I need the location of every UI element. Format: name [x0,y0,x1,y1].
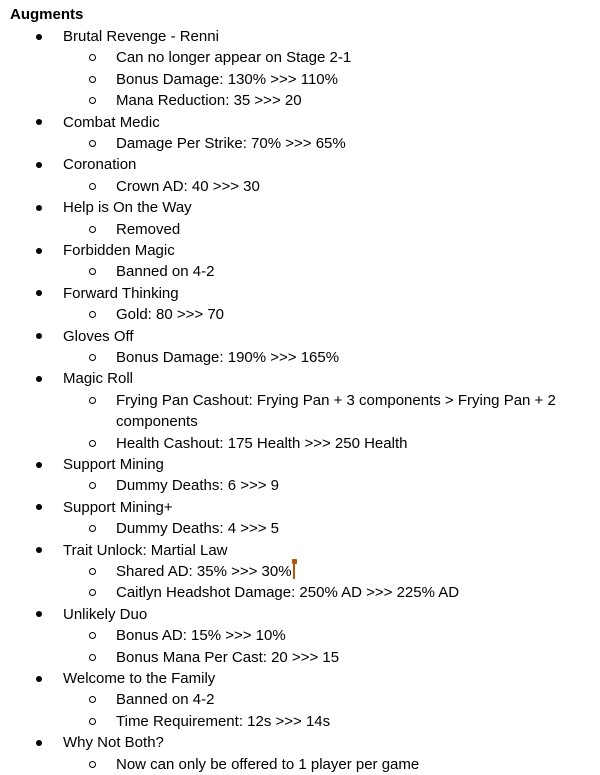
augment-change-text[interactable]: Bonus Damage: 190% >>> 165% [116,348,340,366]
augment-change-item [0,625,600,646]
augment-change-list [0,390,600,454]
augment-change-item [0,304,600,325]
augment-change-text[interactable]: Dummy Deaths: 4 >>> 5 [116,520,279,538]
augment-change-list [0,561,600,604]
augment-item-line [0,26,600,47]
bullet-circle-icon [89,696,96,703]
augment-change-text[interactable]: Bonus AD: 15% >>> 10% [116,627,286,645]
augment-name[interactable]: Coronation [63,156,137,174]
augment-change-item [0,711,600,732]
augment-change-item [0,133,600,154]
bullet-circle-icon [89,761,96,768]
augment-change-list [0,475,600,496]
augment-item-line [0,732,600,753]
augment-change-list [0,518,600,539]
bullet-circle-icon [89,397,96,404]
bullet-circle-icon [89,140,96,147]
augment-name[interactable]: Support Mining [63,456,164,473]
augment-change-list [0,261,600,282]
augment-change-item [0,647,600,668]
bullet-circle-icon [89,354,96,361]
augment-item [0,732,600,775]
augment-change-item [0,689,600,710]
augment-name[interactable]: Trait Unlock: Martial Law [63,541,228,559]
bullet-disc-icon [36,162,42,168]
augment-change-item [0,390,600,433]
bullet-circle-icon [89,183,96,190]
augment-item [0,240,600,283]
augment-item-line [0,368,600,389]
augment-change-text[interactable]: Now can only be offered to 1 player per game [116,755,420,773]
augment-change-item [0,754,600,775]
augment-name[interactable]: Unlikely Duo [63,605,148,623]
bullet-circle-icon [89,654,96,661]
bullet-disc-icon [36,34,42,40]
augment-item [0,497,600,540]
augment-name[interactable]: Welcome to the Family [63,670,216,687]
bullet-disc-icon [36,290,42,296]
augment-change-text[interactable]: Banned on 4-2 [116,691,215,709]
augment-name[interactable]: Brutal Revenge - Renni [63,28,219,45]
bullet-circle-icon [89,97,96,104]
augment-item [0,326,600,369]
augment-change-text[interactable]: Frying Pan Cashout: Frying Pan + 3 components > Frying Pan + 2 components [116,391,556,431]
augment-change-list [0,754,600,775]
bullet-disc-icon [36,676,42,682]
augment-change-text[interactable]: Removed [116,220,181,238]
augment-name[interactable]: Support Mining+ [63,498,173,516]
augment-change-item [0,518,600,539]
augment-change-text[interactable]: Health Cashout: 175 Health >>> 250 Health [116,434,408,452]
bullet-circle-icon [89,440,96,447]
augment-item [0,540,600,604]
augment-change-item [0,261,600,282]
augment-change-item [0,475,600,496]
augment-change-text[interactable]: Time Requirement: 12s >>> 14s [116,712,331,730]
bullet-circle-icon [89,589,96,596]
augment-item-line [0,454,600,475]
augment-item [0,668,600,732]
augment-change-list [0,219,600,240]
augment-change-list [0,625,600,668]
augment-item-line [0,604,600,625]
augment-change-item [0,176,600,197]
augment-item-line [0,540,600,561]
bullet-disc-icon [36,333,42,339]
augment-item-line [0,668,600,689]
augment-change-list [0,689,600,732]
bullet-circle-icon [89,311,96,318]
augment-change-item [0,219,600,240]
augment-item [0,454,600,497]
augment-item-line [0,240,600,261]
augment-item-line [0,197,600,218]
bullet-disc-icon [36,462,42,468]
augment-change-item [0,347,600,368]
augment-item [0,154,600,197]
bullet-disc-icon [36,504,42,510]
augment-item-line [0,283,600,304]
bullet-circle-icon [89,226,96,233]
augment-change-item [0,90,600,111]
augment-item-line [0,326,600,347]
augment-change-text[interactable]: Bonus Mana Per Cast: 20 >>> 15 [116,648,340,666]
augment-name[interactable]: Why Not Both? [63,734,164,752]
augment-change-text[interactable]: Damage Per Strike: 70% >>> 65% [116,135,346,152]
augment-change-text[interactable]: Bonus Damage: 130% >>> 110% [116,70,338,88]
augment-item-line [0,112,600,133]
augment-name[interactable]: Forbidden Magic [63,242,175,259]
bullet-disc-icon [36,119,42,125]
augment-change-text[interactable]: Dummy Deaths: 6 >>> 9 [116,477,279,495]
augment-change-item [0,47,600,68]
augment-item [0,368,600,454]
bullet-disc-icon [36,376,42,382]
augment-item [0,604,600,668]
augment-change-item [0,69,600,90]
augment-change-item [0,433,600,454]
augment-item [0,197,600,240]
bullet-circle-icon [89,525,96,532]
augment-change-list [0,304,600,325]
text-cursor-icon [293,562,295,579]
bullet-disc-icon [36,205,42,211]
augment-item [0,112,600,155]
augment-change-list [0,47,600,111]
bullet-circle-icon [89,718,96,725]
augment-list [0,26,600,775]
bullet-circle-icon [89,268,96,275]
augment-item-line [0,497,600,518]
augment-change-text[interactable]: Crown AD: 40 >>> 30 [116,177,260,195]
bullet-disc-icon [36,611,42,617]
augment-name[interactable]: Forward Thinking [63,284,179,302]
augment-name[interactable]: Help is On the Way [63,199,192,217]
augment-change-text[interactable]: Banned on 4-2 [116,263,215,281]
augment-item [0,283,600,326]
augment-change-list [0,133,600,154]
section-heading: Augments [10,6,84,23]
bullet-disc-icon [36,547,42,553]
bullet-disc-icon [36,740,42,746]
augment-item-line [0,154,600,175]
bullet-circle-icon [89,54,96,61]
augment-name[interactable]: Magic Roll [63,370,134,388]
bullet-circle-icon [89,568,96,575]
augment-name[interactable]: Gloves Off [63,327,134,345]
augment-change-text[interactable]: Mana Reduction: 35 >>> 20 [116,92,302,110]
augment-change-text[interactable]: Gold: 80 >>> 70 [116,306,225,324]
augment-change-text[interactable]: Caitlyn Headshot Damage: 250% AD >>> 225% AD [116,584,460,602]
augment-change-text[interactable]: Shared AD: 35% >>> 30% [116,562,292,580]
augment-change-text[interactable]: Can no longer appear on Stage 2-1 [116,49,352,67]
bullet-circle-icon [89,632,96,639]
augment-item [0,26,600,112]
augment-name[interactable]: Combat Medic [63,113,160,131]
augment-change-list [0,176,600,197]
bullet-circle-icon [89,76,96,83]
augment-change-item [0,582,600,603]
bullet-circle-icon [89,482,96,489]
augment-change-item [0,561,600,582]
augment-change-list [0,347,600,368]
bullet-disc-icon [36,248,42,254]
